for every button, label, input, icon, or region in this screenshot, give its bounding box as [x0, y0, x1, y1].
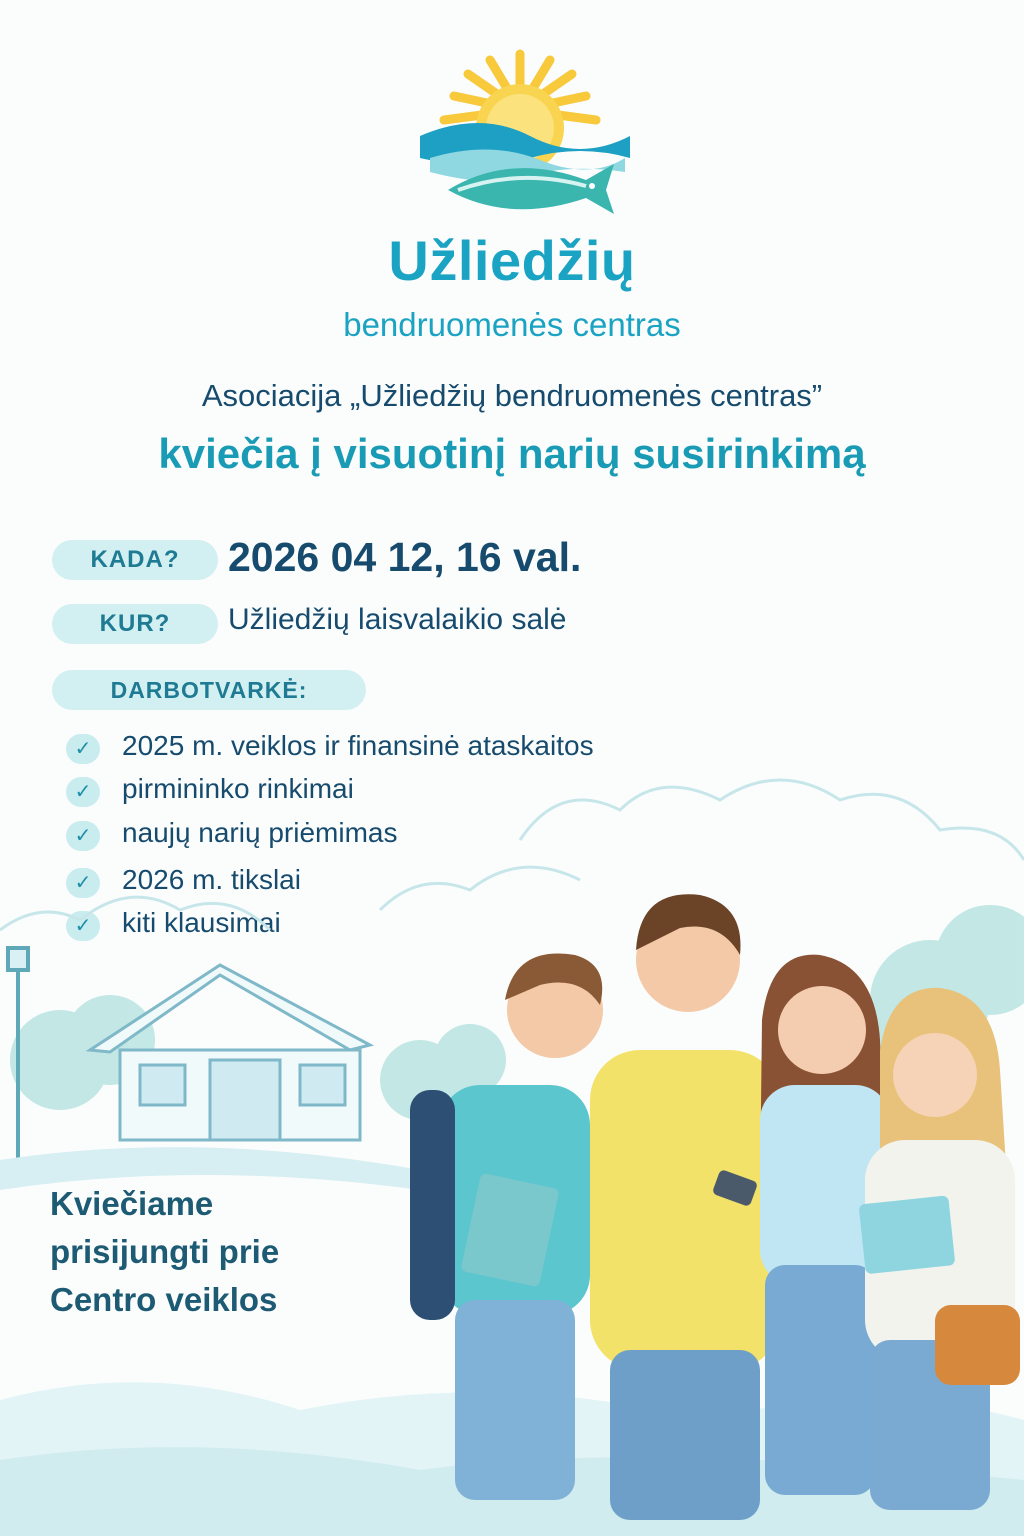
call-to-action	[50, 1180, 279, 1324]
check-icon: ✓	[66, 911, 100, 941]
where-label: KUR?	[52, 604, 218, 644]
community-illustration	[0, 760, 1024, 1536]
agenda-item-text: 2025 m. veiklos ir finansinė ataskaitos	[122, 730, 594, 761]
check-icon: ✓	[66, 777, 100, 807]
agenda-label: DARBOTVARKĖ:	[52, 670, 366, 710]
check-icon: ✓	[66, 821, 100, 851]
community-house	[90, 965, 370, 1140]
check-icon: ✓	[66, 734, 100, 764]
when-label: KADA?	[52, 540, 218, 580]
agenda-item-text: 2026 m. tikslai	[122, 864, 301, 895]
agenda-item-text: kiti klausimai	[122, 907, 281, 938]
sun-wave-fish-logo	[400, 40, 640, 220]
invitation-headline: kviečia į visuotinį narių susirinkimą	[158, 430, 866, 477]
agenda-item-text: pirmininko rinkimai	[122, 773, 354, 804]
brand-name: Užliedžių	[388, 229, 636, 292]
clouds	[0, 780, 1024, 930]
association-line: Asociacija „Užliedžių bendruomenės centras”	[201, 378, 823, 413]
where-value: Užliedžių laisvalaikio salė	[228, 603, 567, 636]
person-yellow-hoodie	[590, 894, 780, 1520]
agenda-item-text: naujų narių priėmimas	[122, 817, 398, 848]
cta-line-1: Kviečiame	[50, 1185, 214, 1222]
cta-line-3: Centro veiklos	[50, 1281, 278, 1318]
brand-subtitle: bendruomenės centras	[343, 306, 681, 343]
when-value: 2026 04 12, 16 val.	[228, 534, 582, 580]
cta-line-2: prisijungti prie	[50, 1233, 280, 1270]
check-icon: ✓	[66, 868, 100, 898]
